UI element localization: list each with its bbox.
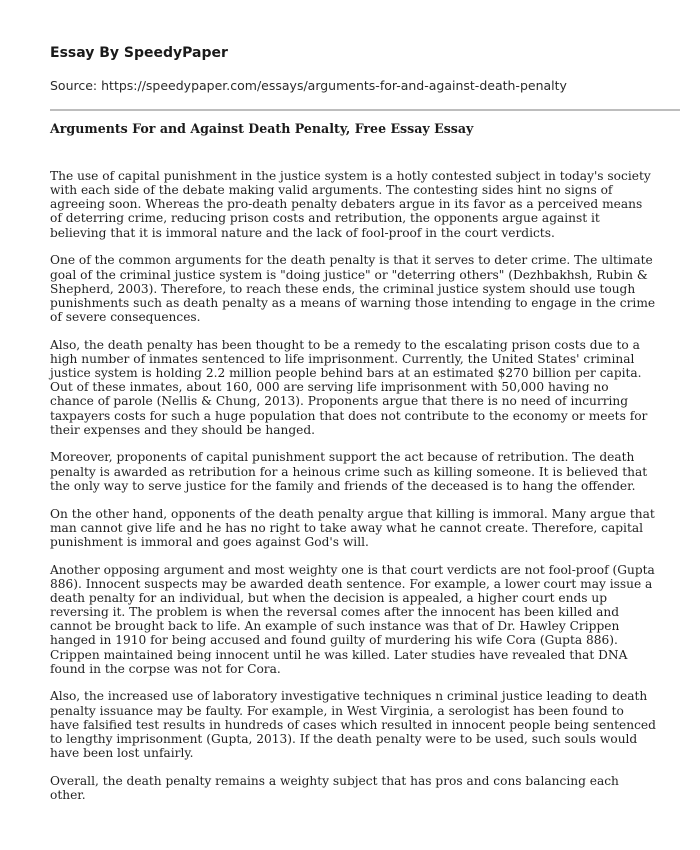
body-paragraph-7: Also, the increased use of laboratory investigative techniques n criminal justice leading to death penalty issuance may be faulty. For example, in West Virginia, a serologist has been found to have falsified test results in hundreds of cases which resulted in innocent people being sentenced to lengthy imprisonment (Gupta, 2013). If the death penalty were to be used, such souls would have been lost unfairly. bbox=[50, 689, 656, 761]
body-paragraph-3: Also, the death penalty has been thought to be a remedy to the escalating prison costs due to a high number of inmates sentenced to life imprisonment. Currently, the United States' criminal justice system is holding 2.2 million people behind bars at an estimated $270 billion per capita. Out of these inmates, about 160, 000 are serving life imprisonment with 50,000 having no chance of parole (Nellis & Chung, 2013). Proponents argue that there is no need of incurring taxpayers costs for such a huge population that does not contribute to the economy or meets for their expenses and they should be hanged. bbox=[50, 337, 648, 437]
body-paragraph-1: The use of capital punishment in the justice system is a hotly contested subject in today's society with each side of the debate making valid arguments. The contesting sides hint no signs of agreeing soon. Whereas the pro-death penalty debaters argue in its favor as a perceived means of deterring crime, reducing prison costs and retribution, the opponents argue against it believing that it is immoral nature and the lack of fool-proof in the court verdicts. bbox=[50, 169, 651, 240]
body-paragraph-8: Overall, the death penalty remains a weighty subject that has pros and cons balancing each other. bbox=[50, 773, 619, 802]
body-paragraph-6: Another opposing argument and most weighty one is that court verdicts are not fool-proof (Gupta 886). Innocent suspects may be awarded death sentence. For example, a lower court may issue a death penalty for an individual, but when the decision is appealed, a higher court ends up reversing it. The problem is when the reversal comes after the innocent has been killed and cannot be brought back to life. An example of such instance was that of Dr. Hawley Crippen hanged in 1910 for being accused and found guilty of murdering his wife Cora (Gupta 886). Crippen maintained being innocent until he was killed. Later studies have revealed that DNA found in the corpse was not for Cora. bbox=[50, 562, 655, 676]
header-divider bbox=[50, 109, 680, 111]
essay-body bbox=[50, 169, 656, 816]
document-header bbox=[50, 44, 660, 94]
essay-author-heading: Essay By SpeedyPaper bbox=[50, 45, 228, 61]
body-paragraph-5: On the other hand, opponents of the death penalty argue that killing is immoral. Many argue that man cannot give life and he has no right to take away what he cannot create. Therefore, capital punishment is immoral and goes against God's will. bbox=[50, 506, 655, 549]
essay-title: Arguments For and Against Death Penalty, Free Essay Essay bbox=[50, 121, 474, 136]
body-paragraph-2: One of the common arguments for the death penalty is that it serves to deter crime. The ultimate goal of the criminal justice system is "doing justice" or "deterring others" (Dezhbakhsh, Rubin & Shepherd, 2003). Therefore, to reach these ends, the criminal justice system should use tough punishments such as death penalty as a means of warning those intending to engage in the crime of severe consequences. bbox=[50, 253, 656, 324]
body-paragraph-4: Moreover, proponents of capital punishment support the act because of retribution. The death penalty is awarded as retribution for a heinous crime such as killing someone. It is believed that the only way to serve justice for the family and friends of the deceased is to hang the offender. bbox=[50, 450, 648, 493]
source-url-line: Source: https://speedypaper.com/essays/arguments-for-and-against-death-penalty bbox=[50, 78, 567, 93]
